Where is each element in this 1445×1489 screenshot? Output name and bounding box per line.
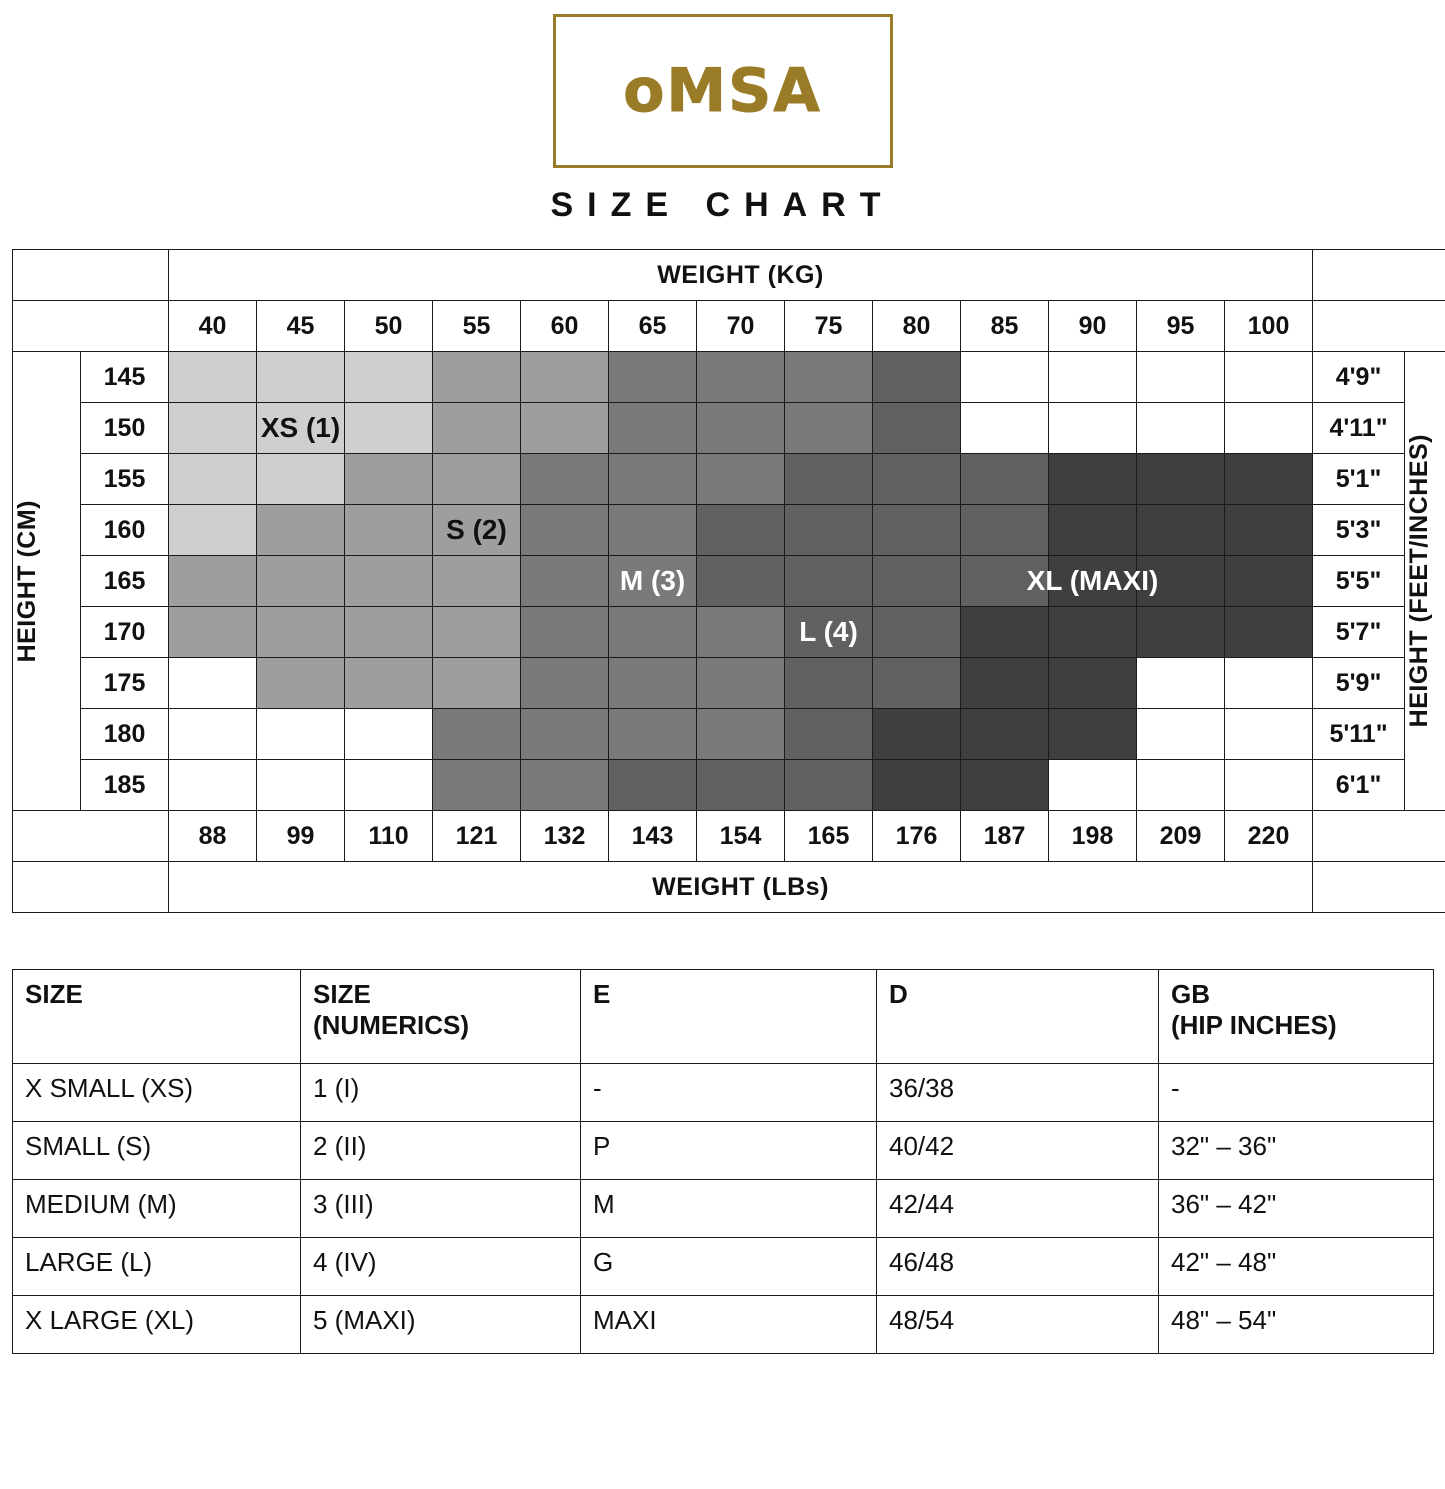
matrix-cell: [785, 709, 873, 760]
matrix-cell: [697, 658, 785, 709]
table-row: [13, 1238, 1434, 1296]
matrix-cell: [521, 607, 609, 658]
matrix-table: [12, 249, 1445, 913]
zone-label: M (3): [619, 565, 686, 596]
matrix-cell: [785, 556, 873, 607]
matrix-cell: [521, 505, 609, 556]
table-cell: 36" – 42": [1159, 1180, 1434, 1238]
height-cm-tick: 170: [81, 607, 169, 658]
blank: [13, 862, 169, 913]
table-cell: 32" – 36": [1159, 1122, 1434, 1180]
table-cell: MAXI: [581, 1296, 877, 1354]
height-weight-matrix: [0, 249, 1445, 913]
matrix-cell: [1049, 607, 1137, 658]
matrix-cell: [785, 607, 873, 658]
matrix-cell: [1225, 454, 1313, 505]
matrix-cell: [1225, 658, 1313, 709]
matrix-cell: [169, 505, 257, 556]
table-cell: 48" – 54": [1159, 1296, 1434, 1354]
matrix-cell: [257, 454, 345, 505]
brand-header: [0, 0, 1445, 249]
matrix-cell: [433, 403, 521, 454]
matrix-cell: [873, 709, 961, 760]
matrix-cell: [433, 352, 521, 403]
matrix-cell: [609, 709, 697, 760]
weight-kg-scale-row: [13, 301, 1445, 352]
matrix-cell: [1049, 505, 1137, 556]
matrix-cell: [961, 658, 1049, 709]
matrix-cell: [785, 505, 873, 556]
table-row: [13, 1296, 1434, 1354]
weight-lbs-tick: 99: [257, 811, 345, 862]
height-cm-tick: 180: [81, 709, 169, 760]
table-cell: 5 (MAXI): [301, 1296, 581, 1354]
blank-right: [1313, 301, 1445, 352]
matrix-cell: [1225, 505, 1313, 556]
matrix-header-row: [13, 250, 1445, 301]
sizes-header-row: [13, 970, 1434, 1064]
weight-lbs-tick: 198: [1049, 811, 1137, 862]
table-cell: -: [1159, 1064, 1434, 1122]
matrix-cell: [257, 658, 345, 709]
matrix-cell: [1137, 505, 1225, 556]
matrix-cell: [873, 352, 961, 403]
matrix-cell: [785, 454, 873, 505]
weight-lbs-tick: 110: [345, 811, 433, 862]
weight-kg-tick: 65: [609, 301, 697, 352]
matrix-cell: [521, 556, 609, 607]
matrix-cell: [961, 352, 1049, 403]
matrix-cell: [433, 607, 521, 658]
zone-label: XL (MAXI): [1026, 565, 1159, 596]
matrix-cell: [1137, 556, 1225, 607]
matrix-cell: [257, 403, 345, 454]
height-feet-tick: 4'11": [1313, 403, 1405, 454]
table-cell: 40/42: [877, 1122, 1159, 1180]
weight-lbs-tick: 176: [873, 811, 961, 862]
matrix-cell: [1137, 607, 1225, 658]
column-header-line1: SIZE: [313, 979, 371, 1009]
matrix-cell: [433, 454, 521, 505]
weight-kg-tick: 100: [1225, 301, 1313, 352]
matrix-cell: [697, 709, 785, 760]
height-feet-tick: 5'9": [1313, 658, 1405, 709]
matrix-cell: [521, 709, 609, 760]
blank-right: [1313, 862, 1445, 913]
matrix-cell: [521, 454, 609, 505]
weight-kg-tick: 80: [873, 301, 961, 352]
matrix-cell: [961, 505, 1049, 556]
matrix-cell: [1225, 352, 1313, 403]
table-row: [13, 1180, 1434, 1238]
table-cell: G: [581, 1238, 877, 1296]
matrix-cell: [1225, 403, 1313, 454]
matrix-cell: [257, 352, 345, 403]
matrix-cell: [433, 556, 521, 607]
matrix-cell: [609, 556, 697, 607]
matrix-cell: [169, 760, 257, 811]
blank-right: [1313, 811, 1445, 862]
corner-blank: [13, 250, 169, 301]
matrix-cell: [785, 403, 873, 454]
matrix-cell: [697, 556, 785, 607]
column-header: [13, 970, 301, 1064]
matrix-row: [13, 505, 1445, 556]
weight-lbs-tick: 187: [961, 811, 1049, 862]
matrix-row: [13, 403, 1445, 454]
table-cell: 42" – 48": [1159, 1238, 1434, 1296]
omsa-logo: [549, 10, 897, 172]
weight-kg-tick: 90: [1049, 301, 1137, 352]
matrix-cell: [1137, 352, 1225, 403]
matrix-cell: [169, 403, 257, 454]
matrix-cell: [785, 352, 873, 403]
blank: [13, 301, 169, 352]
weight-lbs-tick: 154: [697, 811, 785, 862]
weight-lbs-header-row: [13, 862, 1445, 913]
height-cm-tick: 150: [81, 403, 169, 454]
height-feet-tick: 5'1": [1313, 454, 1405, 505]
matrix-cell: [961, 403, 1049, 454]
matrix-row: [13, 607, 1445, 658]
column-header-line2: (NUMERICS): [313, 1010, 469, 1040]
matrix-cell: [1225, 709, 1313, 760]
weight-kg-tick: 75: [785, 301, 873, 352]
matrix-cell: [1137, 760, 1225, 811]
matrix-row: [13, 658, 1445, 709]
matrix-cell: [1049, 709, 1137, 760]
matrix-cell: [609, 760, 697, 811]
height-feet-tick: 5'11": [1313, 709, 1405, 760]
weight-lbs-tick: 220: [1225, 811, 1313, 862]
table-cell: 4 (IV): [301, 1238, 581, 1296]
table-cell: 46/48: [877, 1238, 1159, 1296]
zone-label: L (4): [799, 616, 858, 647]
matrix-row: [13, 556, 1445, 607]
logo-wordmark: oMSA: [623, 56, 822, 126]
matrix-cell: [169, 607, 257, 658]
matrix-cell: [609, 658, 697, 709]
table-cell: 48/54: [877, 1296, 1159, 1354]
matrix-cell: [169, 352, 257, 403]
matrix-row: [13, 352, 1445, 403]
column-header-line1: SIZE: [25, 979, 83, 1009]
matrix-cell: [961, 607, 1049, 658]
matrix-cell: [873, 556, 961, 607]
height-cm-axis-label-text: HEIGHT (CM): [13, 499, 41, 663]
matrix-cell: [873, 505, 961, 556]
height-feet-tick: 5'3": [1313, 505, 1405, 556]
table-cell: 1 (I): [301, 1064, 581, 1122]
height-cm-tick: 185: [81, 760, 169, 811]
matrix-cell: [1049, 658, 1137, 709]
matrix-cell: [785, 760, 873, 811]
matrix-cell: [961, 709, 1049, 760]
matrix-cell: [697, 505, 785, 556]
matrix-cell: [1225, 607, 1313, 658]
matrix-cell: [1137, 454, 1225, 505]
matrix-cell: [521, 658, 609, 709]
matrix-cell: [345, 556, 433, 607]
column-header-line1: GB: [1171, 979, 1210, 1009]
matrix-row: [13, 709, 1445, 760]
matrix-cell: [697, 352, 785, 403]
matrix-cell: [521, 352, 609, 403]
page-title: SIZE CHART: [550, 186, 895, 224]
matrix-cell: [697, 454, 785, 505]
matrix-cell: [257, 709, 345, 760]
table-cell: 36/38: [877, 1064, 1159, 1122]
weight-kg-tick: 45: [257, 301, 345, 352]
matrix-cell: [609, 454, 697, 505]
weight-lbs-tick: 209: [1137, 811, 1225, 862]
matrix-cell: [873, 607, 961, 658]
matrix-cell: [345, 454, 433, 505]
matrix-cell: [1049, 352, 1137, 403]
table-cell: M: [581, 1180, 877, 1238]
matrix-cell: [169, 556, 257, 607]
matrix-cell: [1225, 760, 1313, 811]
height-cm-tick: 160: [81, 505, 169, 556]
matrix-cell: [609, 607, 697, 658]
weight-kg-header: WEIGHT (KG): [169, 250, 1313, 301]
matrix-cell: [345, 760, 433, 811]
corner-blank-right: [1313, 250, 1445, 301]
table-cell: -: [581, 1064, 877, 1122]
weight-kg-tick: 85: [961, 301, 1049, 352]
column-header: [301, 970, 581, 1064]
matrix-cell: [169, 454, 257, 505]
matrix-cell: [1137, 709, 1225, 760]
matrix-cell: [873, 454, 961, 505]
height-feet-tick: 4'9": [1313, 352, 1405, 403]
table-row: [13, 1064, 1434, 1122]
matrix-cell: [1026, 556, 1159, 607]
weight-kg-tick: 70: [697, 301, 785, 352]
height-cm-tick: 175: [81, 658, 169, 709]
table-cell: LARGE (L): [13, 1238, 301, 1296]
matrix-cell: [873, 658, 961, 709]
matrix-cell: [345, 403, 433, 454]
height-feet-tick: 5'5": [1313, 556, 1405, 607]
height-cm-tick: 155: [81, 454, 169, 505]
column-header: [581, 970, 877, 1064]
weight-kg-tick: 55: [433, 301, 521, 352]
weight-kg-tick: 95: [1137, 301, 1225, 352]
matrix-cell: [1225, 556, 1313, 607]
matrix-cell: [169, 709, 257, 760]
matrix-cell: [697, 760, 785, 811]
matrix-cell: [257, 556, 345, 607]
weight-lbs-header: WEIGHT (LBs): [169, 862, 1313, 913]
weight-kg-tick: 40: [169, 301, 257, 352]
height-feet-axis-label: [1405, 352, 1445, 811]
matrix-cell: [785, 658, 873, 709]
matrix-cell: [433, 658, 521, 709]
table-cell: 3 (III): [301, 1180, 581, 1238]
matrix-row: [13, 760, 1445, 811]
weight-lbs-tick: 165: [785, 811, 873, 862]
matrix-cell: [1049, 454, 1137, 505]
matrix-cell: [961, 760, 1049, 811]
matrix-cell: [961, 556, 1049, 607]
table-cell: X LARGE (XL): [13, 1296, 301, 1354]
matrix-cell: [257, 607, 345, 658]
weight-lbs-scale-row: [13, 811, 1445, 862]
matrix-cell: [873, 760, 961, 811]
matrix-cell: [1049, 403, 1137, 454]
matrix-cell: [961, 454, 1049, 505]
table-cell: SMALL (S): [13, 1122, 301, 1180]
height-cm-tick: 145: [81, 352, 169, 403]
height-feet-tick: 6'1": [1313, 760, 1405, 811]
height-feet-axis-label-text: HEIGHT (FEET/INCHES): [1405, 434, 1434, 728]
matrix-cell: [1049, 760, 1137, 811]
matrix-cell: [345, 505, 433, 556]
weight-kg-tick: 60: [521, 301, 609, 352]
height-cm-axis-label: [13, 352, 81, 811]
size-equivalence-table: [0, 969, 1445, 1354]
matrix-cell: [873, 403, 961, 454]
weight-lbs-tick: 121: [433, 811, 521, 862]
matrix-cell: [345, 607, 433, 658]
blank: [13, 811, 169, 862]
matrix-cell: [521, 760, 609, 811]
height-feet-tick: 5'7": [1313, 607, 1405, 658]
matrix-cell: [169, 658, 257, 709]
sizes-table: [12, 969, 1434, 1354]
matrix-cell: [257, 505, 345, 556]
matrix-cell: [345, 709, 433, 760]
matrix-cell: [257, 760, 345, 811]
matrix-cell: [1137, 658, 1225, 709]
table-cell: 2 (II): [301, 1122, 581, 1180]
matrix-cell: [609, 352, 697, 403]
weight-kg-tick: 50: [345, 301, 433, 352]
weight-lbs-tick: 143: [609, 811, 697, 862]
matrix-cell: [433, 760, 521, 811]
matrix-cell: [697, 607, 785, 658]
column-header-line1: E: [593, 979, 611, 1009]
matrix-cell: [609, 403, 697, 454]
column-header: [1159, 970, 1434, 1064]
matrix-cell: [345, 658, 433, 709]
weight-lbs-tick: 88: [169, 811, 257, 862]
zone-label: XS (1): [260, 412, 341, 443]
matrix-cell: [609, 505, 697, 556]
zone-label: S (2): [446, 514, 507, 545]
matrix-row: [13, 454, 1445, 505]
matrix-cell: [697, 403, 785, 454]
matrix-cell: [433, 709, 521, 760]
column-header-line2: (HIP INCHES): [1171, 1010, 1337, 1040]
table-cell: MEDIUM (M): [13, 1180, 301, 1238]
table-cell: X SMALL (XS): [13, 1064, 301, 1122]
height-cm-tick: 165: [81, 556, 169, 607]
column-header-line1: D: [889, 979, 908, 1009]
weight-lbs-tick: 132: [521, 811, 609, 862]
matrix-cell: [433, 505, 521, 556]
matrix-cell: [345, 352, 433, 403]
matrix-cell: [1137, 403, 1225, 454]
table-cell: 42/44: [877, 1180, 1159, 1238]
table-row: [13, 1122, 1434, 1180]
table-cell: P: [581, 1122, 877, 1180]
matrix-cell: [521, 403, 609, 454]
column-header: [877, 970, 1159, 1064]
